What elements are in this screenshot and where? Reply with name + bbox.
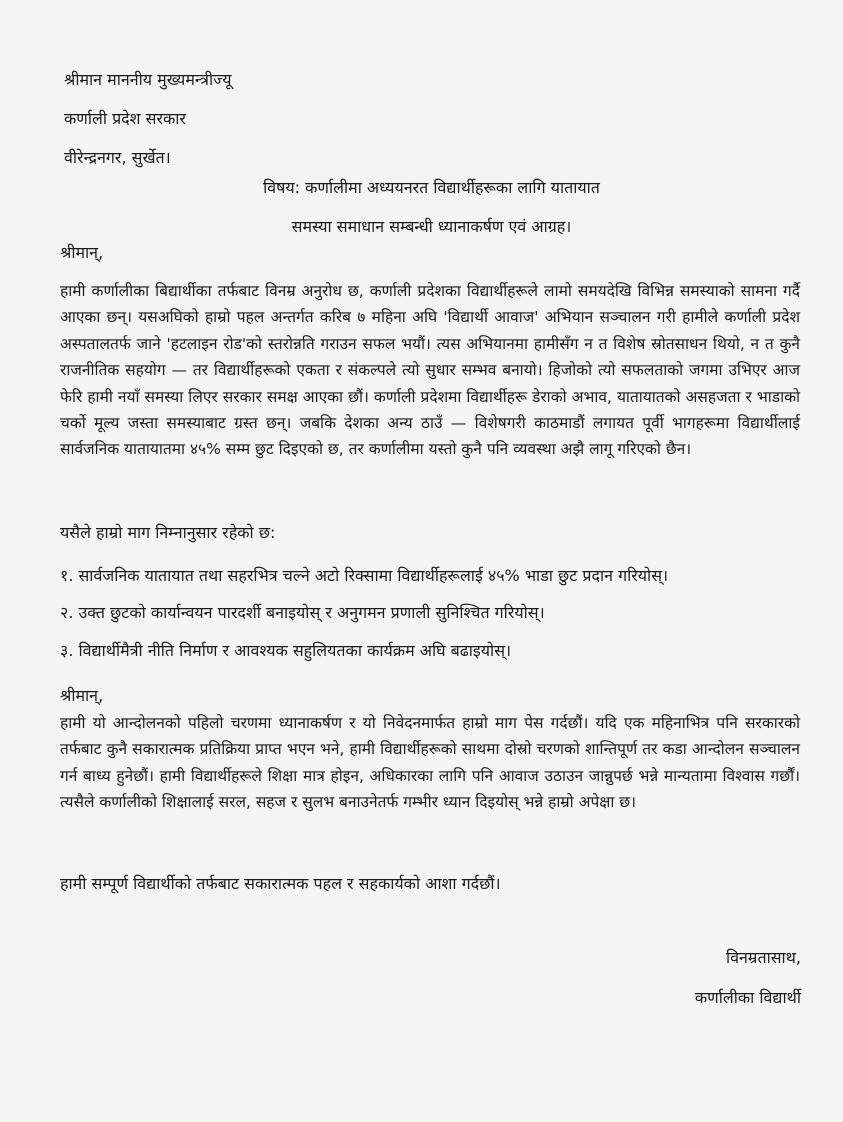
- demands-intro: यसैले हाम्रो माग निम्नानुसार रहेको छ:: [60, 523, 276, 542]
- demand-item-2: २. उक्त छुटको कार्यान्वयन पारदर्शी बनाइयोस् र अनुगमन प्रणाली सुनिश्चित गरियोस्।: [60, 603, 545, 622]
- demand-item-3: ३. विद्यार्थीमैत्री नीति निर्माण र आवश्यक सहुलियतका कार्यक्रम अघि बढाइयोस्।: [60, 641, 512, 660]
- paragraph-1: हामी कर्णालीका बिद्यार्थीका तर्फबाट विनम्र अनुरोध छ, कर्णाली प्रदेशका विद्यार्थीहरूले लामो समयदेखि विभिन्न समस्याको सामना गर्दै आएका छन्। यसअघिको हाम्रो पहल अन्तर्गत करिब ७ महिना अघि 'विद्यार्थी आवाज' अभियान सञ्चालन गरी हामीले कर्णाली प्रदेश अस्पतालतर्फ जाने 'हटलाइन रोड'को स्तरोन्नति गराउन सफल भयौं। त्यस अभियानमा हामीसँग न त विशेष स्रोतसाधन थियो, न त कुनै राजनीतिक सहयोग — तर विद्यार्थीहरूको एकता र संकल्पले त्यो सुधार सम्भव बनायो। हिजोको त्यो सफलताको जगमा उभिएर आज फेरि हामी नयाँ समस्या लिएर सरकार समक्ष आएका छौं। कर्णाली प्रदेशमा विद्यार्थीहरू डेराको अभाव, यातायातको असहजता र भाडाको चर्को मूल्य जस्ता समस्याबाट ग्रस्त छन्। जबकि देशका अन्य ठाउँ — विशेषगरी काठमाडौं लगायत पूर्वी भागहरूमा विद्यार्थीलाई सार्वजनिक यातायातमा ४५% सम्म छुट दिइएको छ, तर कर्णालीमा यस्तो कुनै पनि व्यवस्था अझै लागू गरिएको छैन।: [60, 282, 800, 459]
- closing-line: हामी सम्पूर्ण विद्यार्थीको तर्फबाट सकारात्मक पहल र सहकार्यको आशा गर्दछौं।: [60, 874, 501, 893]
- demand-item-1: १. सार्वजनिक यातायात तथा सहरभित्र चल्ने अटो रिक्सामा विद्यार्थीहरूलाई ४५% भाडा छुट प्रदान गरियोस्।: [60, 566, 669, 585]
- recipient-line-1: श्रीमान माननीय मुख्यमन्त्रीज्यू: [64, 70, 232, 89]
- recipient-line-3: वीरेन्द्रनगर, सुर्खेत।: [64, 148, 171, 167]
- salutation-2: श्रीमान्,: [60, 686, 104, 705]
- recipient-line-2: कर्णाली प्रदेश सरकार: [64, 109, 186, 128]
- signatory: कर्णालीका विद्यार्थी: [694, 988, 801, 1007]
- subject-line-2: समस्या समाधान सम्बन्धी ध्यानाकर्षण एवं आग्रह।: [291, 217, 572, 236]
- salutation-1: श्रीमान्,: [60, 243, 104, 262]
- subject-line-1: विषय: कर्णालीमा अध्ययनरत विद्यार्थीहरूका लागि यातायात: [263, 178, 600, 197]
- letter-subject: [60, 168, 803, 246]
- sign-off: विनम्रतासाथ,: [725, 948, 801, 967]
- recipient-address: [64, 60, 232, 177]
- paragraph-2: हामी यो आन्दोलनको पहिलो चरणमा ध्यानाकर्षण र यो निवेदनमार्फत हाम्रो माग पेस गर्दछौं। यदि एक महिनाभित्र पनि सरकारको तर्फबाट कुनै सकारात्मक प्रतिक्रिया प्राप्त भएन भने, हामी विद्यार्थीहरूको साथमा दोस्रो चरणको शान्तिपूर्ण तर कडा आन्दोलन सञ्चालन गर्न बाध्य हुनेछौं। हामी विद्यार्थीहरूले शिक्षा मात्र होइन, अधिकारका लागि पनि आवाज उठाउन जान्नुपर्छ भन्ने मान्यतामा विश्वास गर्छौं। त्यसैले कर्णालीको शिक्षालाई सरल, सहज र सुलभ बनाउनेतर्फ गम्भीर ध्यान दिइयोस् भन्ने हाम्रो अपेक्षा छ।: [60, 714, 800, 812]
